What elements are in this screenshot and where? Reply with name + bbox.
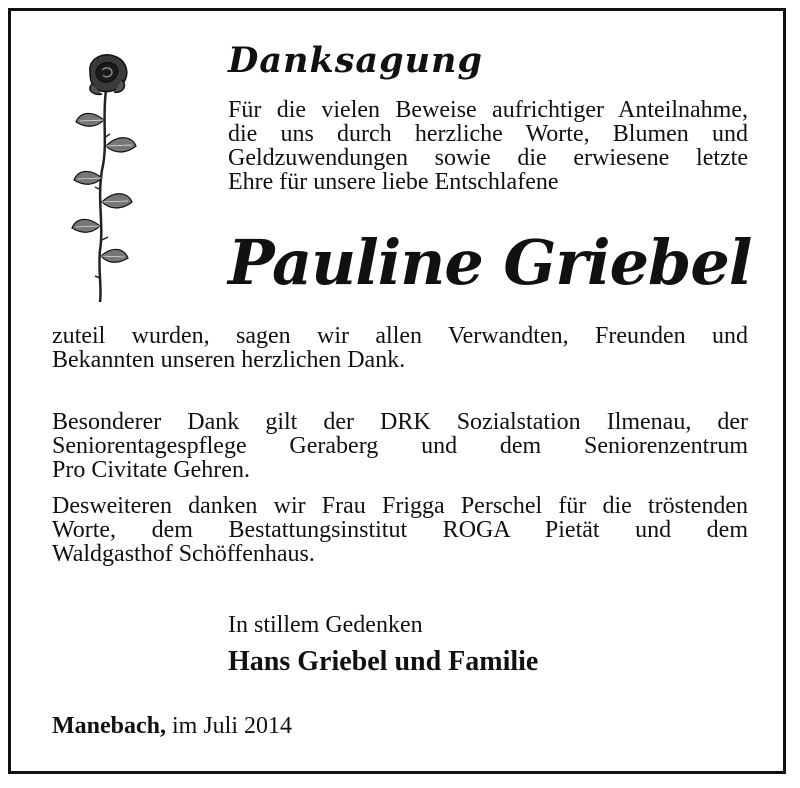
date-text: im Juli 2014 bbox=[172, 713, 293, 739]
heading-danksagung: Danksagung bbox=[228, 40, 483, 81]
special-thanks-paragraph bbox=[52, 410, 748, 482]
further-thanks-paragraph bbox=[52, 494, 748, 566]
paragraph-line: zuteil wurden, sagen wir allen Verwandten, Freunden und bbox=[52, 323, 748, 349]
deceased-name: Pauline Griebel bbox=[228, 226, 752, 299]
place-name: Manebach, bbox=[52, 713, 166, 739]
closing-phrase: In stillem Gedenken bbox=[228, 612, 423, 638]
thanks-paragraph bbox=[52, 324, 748, 372]
intro-line: Ehre für unsere liebe Entschlafene bbox=[228, 169, 559, 195]
paragraph-line: Seniorentagespflege Geraberg und dem Seniorenzentrum bbox=[52, 433, 748, 459]
paragraph-line: Bekannten unseren herzlichen Dank. bbox=[52, 347, 406, 373]
intro-line: Geldzuwendungen sowie die erwiesene letzte bbox=[228, 145, 748, 171]
paragraph-line: Worte, dem Bestattungsinstitut ROGA Pietät und dem bbox=[52, 517, 748, 543]
intro-text bbox=[228, 98, 748, 194]
paragraph-line: Pro Civitate Gehren. bbox=[52, 457, 250, 483]
signer-name: Hans Griebel und Familie bbox=[228, 646, 539, 677]
paragraph-line: Besonderer Dank gilt der DRK Sozialstation Ilmenau, der bbox=[52, 409, 748, 435]
place-date bbox=[52, 713, 292, 740]
paragraph-line: Desweiteren danken wir Frau Frigga Perschel für die tröstenden bbox=[52, 493, 748, 519]
intro-line: die uns durch herzliche Worte, Blumen und bbox=[228, 121, 748, 147]
rose-icon bbox=[64, 50, 144, 306]
paragraph-line: Waldgasthof Schöffenhaus. bbox=[52, 541, 315, 567]
intro-line: Für die vielen Beweise aufrichtiger Anteilnahme, bbox=[228, 97, 748, 123]
